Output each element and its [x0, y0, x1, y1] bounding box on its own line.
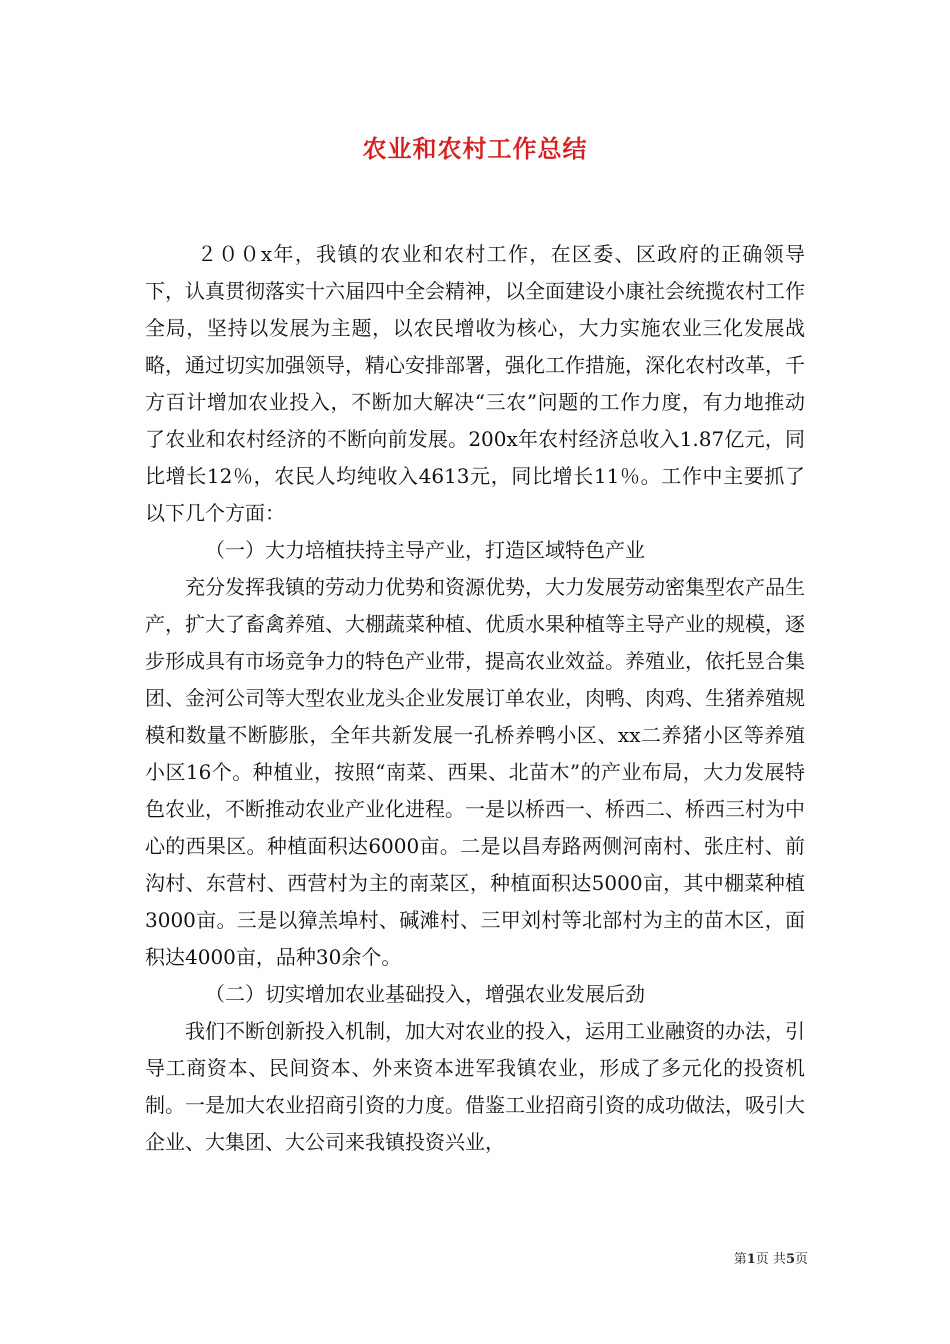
paragraph-section-1: 充分发挥我镇的劳动力优势和资源优势，大力发展劳动密集型农产品生产，扩大了畜禽养殖、大棚蔬菜种植、优质水果种植等主导产业的规模，逐步形成具有市场竞争力的特色产业带，提高农业效益。养殖业，依托昱合集团、金河公司等大型农业龙头企业发展订单农业，肉鸭、肉鸡、生猪养殖规模和数量不断膨胀，全年共新发展一孔桥养鸭小区、xx二养猪小区等养殖小区16个。种植业，按照“南菜、西果、北苗木”的产业布局，大力发展特色农业，不断推动农业产业化进程。一是以桥西一、桥西二、桥西三村为中心的西果区。种植面积达6000亩。二是以昌寿路两侧河南村、张庄村、前沟村、东营村、西营村为主的南菜区，种植面积达5000亩，其中棚菜种植3000亩。三是以獐羔埠村、碱滩村、三甲刘村等北部村为主的苗木区，面积达4000亩，品种30余个。	[145, 575, 805, 969]
paragraph-section-2: 我们不断创新投入机制，加大对农业的投入，运用工业融资的办法，引导工商资本、民间资本、外来资本进军我镇农业，形成了多元化的投资机制。一是加大农业招商引资的力度。借鉴工业招商引资的成功做法，吸引大企业、大集团、大公司来我镇投资兴业，	[145, 1019, 805, 1154]
document-body	[145, 236, 805, 1161]
footer-suffix: 页	[794, 1252, 808, 1267]
section-heading-2: （二）切实增加农业基础投入，增强农业发展后劲	[205, 982, 645, 1006]
document-title: 农业和农村工作总结	[362, 134, 588, 163]
section-heading-1: （一）大力培植扶持主导产业，打造区域特色产业	[205, 538, 645, 562]
footer-total-pages: 5	[785, 1252, 795, 1267]
footer-middle: 页 共	[755, 1252, 786, 1267]
paragraph-intro: ２００x年，我镇的农业和农村工作，在区委、区政府的正确领导下，认真贯彻落实十六届四中全会精神，以全面建设小康社会统揽农村工作全局，坚持以发展为主题，以农民增收为核心，大力实施农业三化发展战略，通过切实加强领导，精心安排部署，强化工作措施，深化农村改革，千方百计增加农业投入，不断加大解决“三农”问题的工作力度，有力地推动了农业和农村经济的不断向前发展。200x年农村经济总收入1.87亿元，同比增长12％，农民人均纯收入4613元，同比增长11％。工作中主要抓了以下几个方面：	[145, 242, 805, 525]
footer-prefix: 第	[733, 1252, 747, 1267]
footer-current-page: 1	[746, 1252, 756, 1267]
page-number-footer	[0, 1248, 808, 1267]
